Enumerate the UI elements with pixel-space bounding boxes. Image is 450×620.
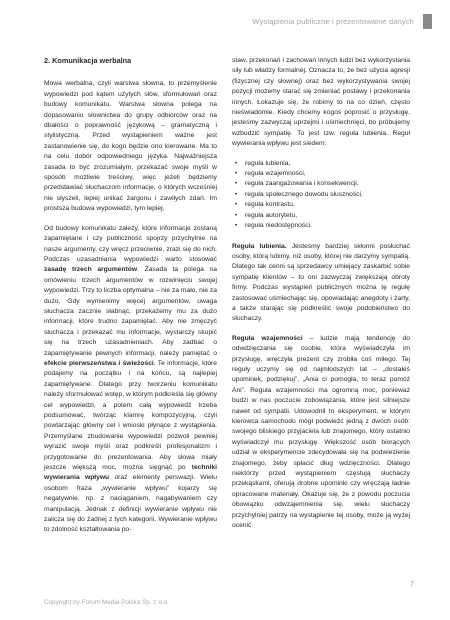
- bold-term-influence-techniques: techniki wywierania wpływu: [44, 464, 217, 482]
- paragraph-verbal-communication: Mowa werbalna, czyli warstwa słowna, to przemyślenie wypowiedzi pod kątem użytych słów, sformułowań oraz budowy komunikatu. Warstwa słowna polega na dopasowaniu słownictwa do grupy odbiorców oraz na dbałości o poprawność językową – gramatyczną i stylistyczną. Przed wystąpieniem ważne jest zastanowienie się, do kogo będzie ono kierowane. Ma to na celu dobór odpowiedniego języka. Najważniejsza zasada to być zrozumiałym, przekazać swoje myśli w sposób możliwie treściwy, więc jeżeli będziemy przedstawiać słuchaczom informacje, o których wcześniej nie słyszeli, lepiej unikać żargonu i zawiłych zdań. Im prostsza budowa wypowiedzi, tym lepiej.: [44, 80, 217, 213]
- paragraph-influence-definition: staw, przekonań i zachowań innych ludzi bez wykorzystania siły lub władzy formalnej. Oznacza to, że bez użycia agresji (fizycznej czy słownej) oraz bez wykorzystywania swojej pozycji możemy starać się zmieniać postawy i przekonania innych. Łokazuje się, że robimy to na co dzień, często nieświadomie. Kiedy chcemy kogoś poprosić o przysługę, jesteśmy zazwyczaj uprzejmi i uśmiechnięci, bo próbujemy wzbudzić sympatię. To jest tzw. reguła lubienia. Reguł wywierania wpływu jest siedem:: [232, 57, 410, 148]
- text-run: – ludzie mają tendencję do odwdzięczania się osobie, która wyświadczyła im przysługę, wręczyła prezent czy zrobiła coś miłego. Tej reguły uczymy się od najmłodszych lat – „dostałeś upominek, podziękuj”, „Ania ci pomogła, to teraz pomóż Ani”. Reguła wzajemności ma ogromną moc, ponieważ budzi w nas poczucie zobowiązania, które jest silniejsze nawet od sympatii. Udowodnił to eksperyment, w którym kierowca samochodu mógł podwieźć jedną z dwóch osób: swojego bliskiego przyjaciela lub znajomego, który ostatnio wyświadczył mu przysługę. Większość osób biorących udział w eksperymencie zdecydowała się na podwiezienie znajomego, żeby spłacić dług wdzięczności. Dlatego niektórzy przed wystąpieniem częstują słuchaczy przekąskami, oferują drobne upominki czy wręczają ładnie opracowane materiały. Okazuje się, że z powodu poczucia obowiązku odwzajemnienia się, wielu słuchaczy przychylniej patrzy na wystąpienie tej osoby, może ją wyżej ocenić.: [232, 334, 410, 530]
- right-column: [232, 56, 410, 540]
- rules-list: [232, 159, 410, 232]
- text-run: . Te informacje, które podajemy na początku i na końcu, są najlepiej zapamiętywane. Dlatego przy tworzeniu komunikatu należy sformułować wstęp, w którym podkreśla się główny cel wypowiedzi, a potem całą wypowiedź trzeba podsumować, twórząc klamrę kompozycyjną, czyli powtarzając główny cel i wnioski płynące z wystąpienia. Przemyślane zbudowanie wypowiedzi pozwoli pewniej wyrazić swoje myśli oraz podkreśli profesjonalizm i przygotowanie do prezentowania. Aby słowa miały jeszcze większą moc, można sięgnąć po: [44, 359, 217, 472]
- page-number: 7: [409, 579, 414, 588]
- paragraph-reciprocity-rule: [232, 334, 410, 532]
- bold-term-reciprocity-rule: Reguła wzajemności: [232, 334, 303, 342]
- list-item: • reguła społecznego dowodu słuszności,: [232, 190, 410, 200]
- bold-term-three-arguments: zasadę trzech argumentów: [44, 266, 138, 274]
- paragraph-liking-rule: [232, 242, 410, 325]
- left-column: [44, 56, 217, 545]
- copyright-footer: Copyright by Forum Media Polska Sp. z o.o.: [44, 599, 170, 606]
- text-run: Od budowy komunikatu zależy, które informacje zostaną zapamiętane i czy publiczność spojrzy przychylnie na nasze argumenty, czy wręcz przeciwnie, zrazi się do nich. Podczas uzasadniania wypowiedzi warto stosować: [44, 224, 217, 263]
- list-item: • reguła autorytetu,: [232, 211, 410, 221]
- text-run: . Zasada ta polega na omówieniu trzech argumentów w rozwinięciu swojej wypowiedzi. Trzy to liczba optymalna – nie za mało, nie za dużo. Gdy wymienimy więcej argumentów, uwaga słuchacza zacznie słabnąć, przekażemy mu za dużo informacji, które trudno zapamiętać. Aby nie zmęczyć słuchacza i przekazać mu informacje, wystarczy skupić się na trzech uzasadnieniach. Aby zadbać o zapamiętywanie pewnych informacji, należy pamiętać o: [44, 266, 217, 357]
- section-title: 2. Komunikacja werbalna: [44, 56, 132, 65]
- list-item: • reguła niedostępności.: [232, 221, 410, 231]
- bold-term-primacy-recency: efekcie pierwszeństwa i świeżości: [44, 359, 154, 367]
- text-run: Jesteśmy bardziej skłonni posłuchać osoby, którą lubimy, niż osoby, której nie darzymy sympatią. Dlatego tak cenni są sprzedawcy umiejący zaskarbić sobie sympatię klientów – to oni zazwyczaj zwiększają obroty firmy. Podczas wystąpień publicznych można tę regułę zastosować uśmiechając się, opowiadając anegdoty i żarty, a także starając się podkreślić swoje podobieństwo do słuchaczy.: [232, 242, 410, 323]
- header-marker-bar: [423, 14, 432, 29]
- list-item: • reguła zaangażowania i konsekwencji,: [232, 179, 410, 189]
- paragraph-message-structure: [44, 224, 217, 536]
- list-item: • reguła lubienia,: [232, 159, 410, 169]
- running-header: Wystąpienia publiczne i prezentowanie danych: [252, 17, 414, 26]
- text-run: oraz elementy perswazji. Wielu osobom fraza „wywieranie wpływu” kojarzy się negatywnie, np. z naciąganiem, nagabywaniem czy manipulacją. Jednak z definicji wywieranie wpływu nie zalicza się do żadnej z tych kategorii. Wywieranie wpływu to zdolność kształtowania po-: [44, 474, 217, 534]
- list-item: • reguła wzajemności,: [232, 169, 410, 179]
- list-item: • reguła kontrastu,: [232, 200, 410, 210]
- bold-term-liking-rule: Reguła lubienia.: [232, 242, 287, 250]
